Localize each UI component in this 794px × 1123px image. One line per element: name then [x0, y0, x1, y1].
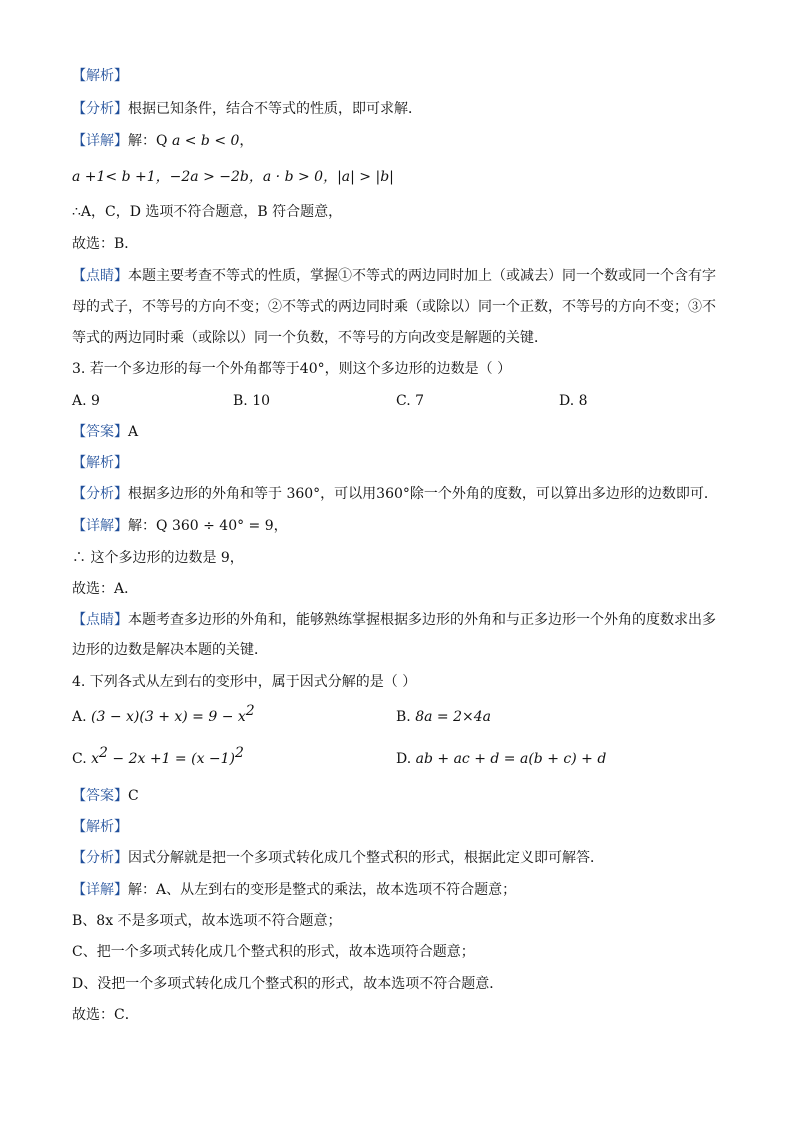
q3-choice: 故选：A． — [72, 581, 139, 597]
q3-calc-sep: ， — [273, 518, 288, 534]
q4-xiangjie-4: D、没把一个多项式转化成几个整式积的形式，故本选项不符合题意． — [72, 976, 504, 992]
q3-fenxi-text: 根据多边形的外角和等于 360°，可以用360°除一个外角的度数，可以算出多边形的边数即可． — [128, 486, 718, 502]
q4-fenxi-text: 因式分解就是把一个多项式转化成几个整式积的形式，根据此定义即可解答． — [128, 850, 604, 866]
q2-choice: 故选：B． — [72, 236, 139, 252]
q4-option-d — [396, 750, 606, 768]
q4-option-c-label: C. — [72, 751, 87, 767]
q4-xiangjie-1 — [72, 881, 516, 899]
q4-option-b-expr: 8a = 2×4a — [415, 709, 491, 725]
q4-answer-tag: 【答案】 — [72, 788, 128, 804]
q3-xiangjie-tag: 【详解】 — [72, 518, 128, 534]
q4-option-c-expr-1: x — [91, 751, 100, 767]
q4-fenxi — [72, 849, 604, 867]
q4-xiangjie-text-1: 解：A、从左到右的变形是整式的乘法，故本选项不符合题意； — [128, 882, 517, 898]
q2-dianjing-1 — [72, 267, 716, 285]
q3-calculation: 360 ÷ 40° = 9 — [171, 518, 274, 534]
q4-xiangjie-2: B、8x 不是多项式，故本选项不符合题意； — [72, 913, 342, 929]
q4-xiangjie-3: C、把一个多项式转化成几个整式积的形式，故本选项符合题意； — [72, 944, 475, 960]
q4-xiangjie-tag: 【详解】 — [72, 882, 128, 898]
q3-option-b: B. 10 — [233, 393, 271, 409]
q4-option-a-label: A. — [72, 709, 87, 725]
q3-dianjing-text-1: 本题考查多边形的外角和，能够熟练掌握根据多边形的外角和与正多边形一个外角的度数求出多 — [128, 612, 716, 628]
q2-jiexi-heading: 【解析】 — [72, 68, 128, 84]
q3-dianjing-tag: 【点睛】 — [72, 612, 128, 628]
q4-option-c-expr-2: − 2x +1 = (x −1) — [107, 751, 236, 767]
q4-choice: 故选：C． — [72, 1007, 139, 1023]
q4-fenxi-tag: 【分析】 — [72, 850, 128, 866]
q2-dianjing-3: 等式的两边同时乘（或除以）同一个负数，不等号的方向改变是解题的关键． — [72, 330, 548, 346]
q4-jiexi-heading: 【解析】 — [72, 819, 128, 835]
q3-dianjing-1 — [72, 611, 716, 629]
q3-option-a: A. 9 — [72, 393, 100, 409]
q4-option-a — [72, 703, 255, 726]
q2-fenxi-text: 根据已知条件，结合不等式的性质，即可求解． — [128, 101, 422, 117]
q3-answer-value: A — [128, 424, 139, 440]
q4-option-d-label: D. — [396, 751, 412, 767]
q3-option-d: D. 8 — [559, 393, 588, 409]
q3-jiexi-heading: 【解析】 — [72, 455, 128, 471]
q4-option-b — [396, 708, 491, 726]
q3-conclusion: ∴ 这个多边形的边数是 9， — [72, 550, 244, 566]
q2-condition-sep: ， — [239, 133, 254, 149]
because-symbol: Q — [156, 518, 168, 534]
q4-option-a-expr: (3 − x)(3 + x) = 9 − x — [91, 709, 246, 725]
q2-xiangjie-tag: 【详解】 — [72, 133, 128, 149]
q2-dianjing-2: 母的式子，不等号的方向不变；②不等式的两边同时乘（或除以）同一个正数，不等号的方向不变；③不 — [72, 299, 716, 315]
q3-stem: 3. 若一个多边形的每一个外角都等于40°，则这个多边形的边数是（ ） — [72, 361, 512, 377]
q3-dianjing-2: 边形的边数是解决本题的关键． — [72, 642, 268, 658]
because-symbol: Q — [156, 133, 168, 149]
q3-option-c: C. 7 — [396, 393, 425, 409]
q2-dianjing-tag: 【点睛】 — [72, 268, 128, 284]
q4-option-c-exponent-2: 2 — [235, 745, 244, 761]
q4-option-d-expr: ab + ac + d = a(b + c) + d — [415, 751, 607, 767]
q4-option-a-exponent: 2 — [245, 703, 255, 719]
q4-answer — [72, 787, 139, 805]
q3-xiangjie — [72, 517, 288, 535]
q3-fenxi-tag: 【分析】 — [72, 486, 128, 502]
q2-xiangjie — [72, 132, 253, 150]
q4-option-c — [72, 745, 244, 768]
q4-stem: 4. 下列各式从左到右的变形中，属于因式分解的是（ ） — [72, 674, 417, 690]
q3-answer-tag: 【答案】 — [72, 424, 128, 440]
q4-option-c-exponent-1: 2 — [99, 745, 108, 761]
q2-conclusion: ∴A，C，D 选项不符合题意，B 符合题意， — [72, 204, 343, 220]
q2-condition: a < b < 0 — [171, 133, 240, 149]
q2-derivation: a +1< b +1，−2a > −2b，a · b > 0，|a| > |b| — [72, 169, 394, 185]
q2-xiangjie-prefix: 解： — [128, 133, 156, 149]
q2-dianjing-text-1: 本题主要考查不等式的性质，掌握①不等式的两边同时加上（或减去）同一个数或同一个含有字 — [128, 268, 716, 284]
q3-fenxi — [72, 485, 718, 503]
q2-fenxi-tag: 【分析】 — [72, 101, 128, 117]
q2-fenxi — [72, 100, 422, 118]
q4-option-b-label: B. — [396, 709, 411, 725]
q3-answer — [72, 423, 138, 441]
q4-answer-value: C — [128, 788, 139, 804]
q3-xiangjie-prefix: 解： — [128, 518, 156, 534]
